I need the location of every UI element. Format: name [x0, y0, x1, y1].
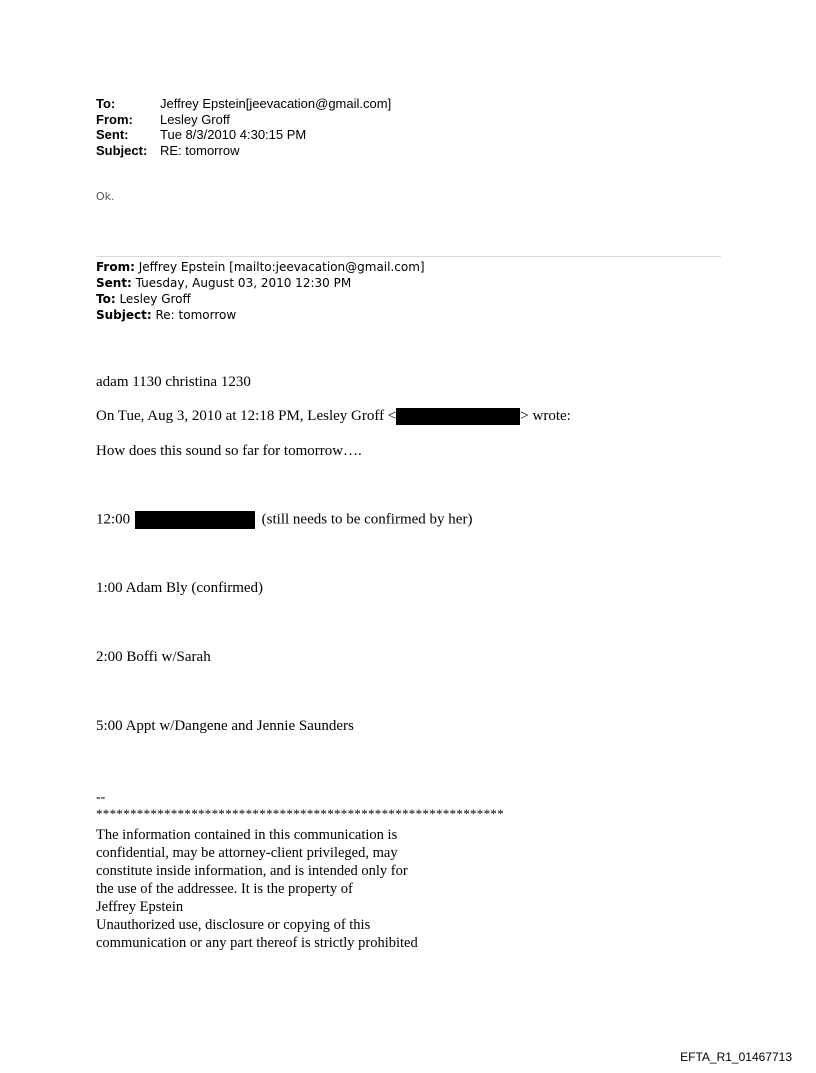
sent-value: Tue 8/3/2010 4:30:15 PM: [160, 127, 307, 142]
redacted-name-box: [135, 511, 255, 529]
fwd-from-label: From:: [96, 260, 135, 274]
item-100: 1:00 Adam Bly (confirmed): [96, 580, 264, 596]
fwd-sent-value: Tuesday, August 03, 2010 12:30 PM: [131, 276, 352, 290]
disclaimer-line: the use of the addressee. It is the property of: [96, 881, 353, 897]
disclaimer-line: Jeffrey Epstein: [96, 899, 184, 915]
disclaimer-line: The information contained in this communication is: [96, 827, 398, 843]
fwd-from-value: Jeffrey Epstein [mailto:jeevacation@gmail.com]: [134, 260, 425, 274]
item-200: 2:00 Boffi w/Sarah: [96, 649, 211, 665]
from-value: Lesley Groff: [160, 111, 230, 127]
disclaimer-line: confidential, may be attorney-client privileged, may: [96, 845, 398, 861]
disclaimer-line: constitute inside information, and is intended only for: [96, 863, 408, 879]
subject-label: Subject:: [96, 142, 148, 158]
header-subject-row: [96, 143, 391, 159]
fwd-to-label: To:: [96, 292, 116, 306]
disclaimer: [96, 826, 516, 952]
fwd-to-row: [96, 291, 425, 307]
header-to-row: [96, 96, 391, 112]
item-500: 5:00 Appt w/Dangene and Jennie Saunders: [96, 718, 354, 734]
fwd-subject-value: Re: tomorrow: [151, 308, 237, 322]
item-1200-time: 12:00: [96, 511, 131, 528]
to-value: Jeffrey Epstein[jeevacation@gmail.com]: [160, 96, 392, 111]
disclaimer-line: Unauthorized use, disclosure or copying of this: [96, 917, 371, 933]
forwarded-header: [96, 259, 425, 323]
header-from-row: [96, 112, 391, 128]
document-id: EFTA_R1_01467713: [680, 1050, 792, 1064]
fwd-sent-row: [96, 275, 425, 291]
signature-stars: ************************************************************: [96, 806, 504, 821]
fwd-from-row: [96, 259, 425, 275]
fwd-subject-label: Subject:: [96, 308, 152, 322]
sent-label: Sent:: [96, 127, 129, 142]
divider: [96, 256, 721, 257]
fwd-sent-label: Sent:: [96, 276, 132, 290]
subject-value: RE: tomorrow: [160, 142, 240, 158]
fwd-to-value: Lesley Groff: [115, 292, 191, 306]
quote-intro-before: On Tue, Aug 3, 2010 at 12:18 PM, Lesley Groff <: [96, 408, 397, 424]
redacted-email-box: [396, 408, 520, 425]
question-line: How does this sound so far for tomorrow….: [96, 443, 362, 459]
from-label: From:: [96, 111, 133, 127]
email-header: [96, 96, 391, 158]
reply-text: Ok.: [96, 190, 115, 203]
quote-intro-after: > wrote:: [520, 408, 571, 424]
message-line-1: adam 1130 christina 1230: [96, 374, 251, 390]
fwd-subject-row: [96, 307, 425, 323]
header-sent-row: [96, 127, 391, 143]
to-label: To:: [96, 96, 116, 111]
item-1200: [96, 511, 472, 529]
item-1200-note: (still needs to be confirmed by her): [261, 511, 473, 528]
signature-dashes: --: [96, 790, 106, 805]
disclaimer-line: communication or any part thereof is strictly prohibited: [96, 935, 418, 951]
quote-intro: [96, 408, 571, 425]
